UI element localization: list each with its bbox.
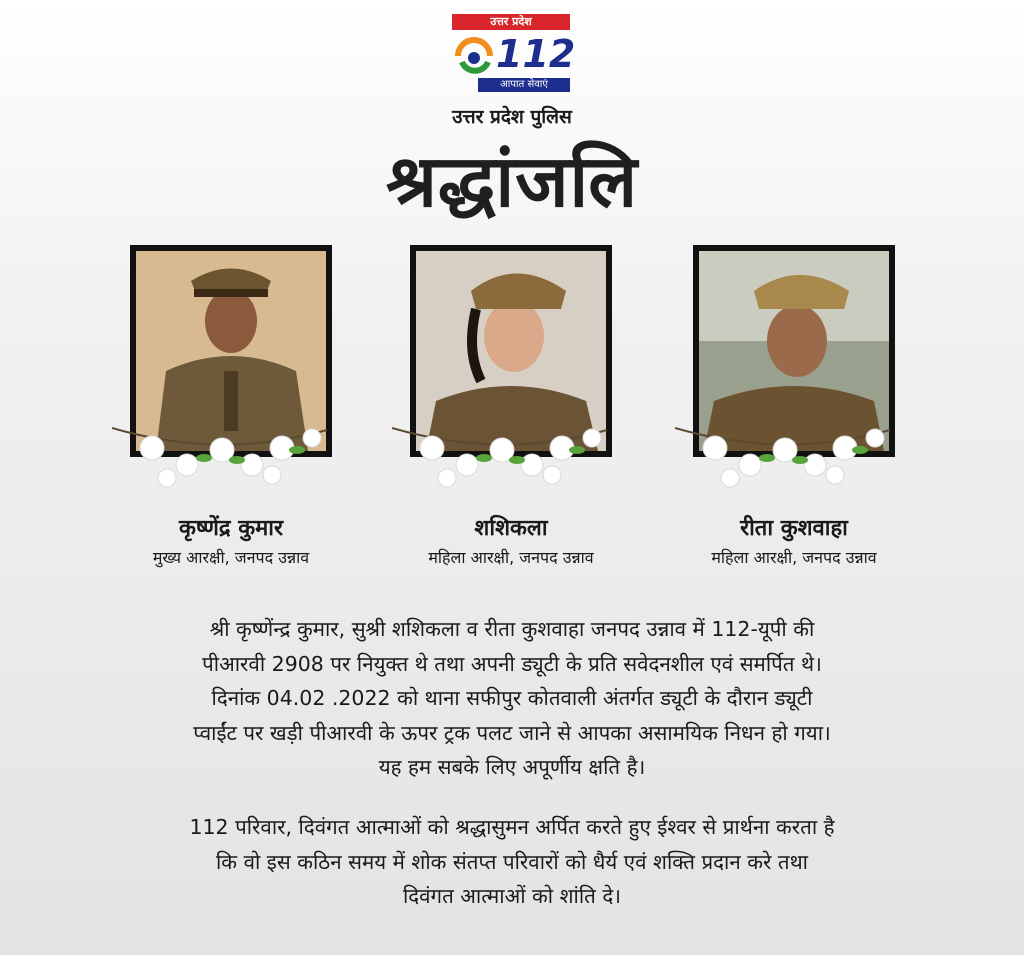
- logo-state-text: उत्तर प्रदेश: [452, 14, 570, 30]
- flower-garland-1: [112, 420, 332, 490]
- up112-logo: [452, 14, 576, 96]
- person-name-3: रीता कुशवाहा: [740, 516, 848, 541]
- flower-garland-3: [675, 420, 895, 490]
- prayer-line: कि वो इस कठिन समय में शोक संतप्त परिवारों को धैर्य एवं शक्ति प्रदान करे तथा: [216, 849, 808, 874]
- tribute-line: पीआरवी 2908 पर नियुक्त थे तथा अपनी ड्यूटी के प्रति सवेदनशील एवं समर्पित थे।: [202, 651, 822, 676]
- person-name-2: शशिकला: [474, 516, 548, 541]
- tribute-paragraph: [60, 612, 964, 785]
- logo-tagline: आपात सेवाएं: [478, 78, 570, 92]
- portrait-frame-1: [130, 245, 332, 457]
- person-role-1: मुख्य आरक्षी, जनपद उन्नाव: [152, 548, 310, 567]
- tribute-line: प्वाईंट पर खड़ी पीआरवी के ऊपर ट्रक पलट जाने से आपका असामयिक निधन हो गया।: [193, 720, 831, 745]
- logo-number: 112: [496, 32, 576, 76]
- prayer-paragraph: [60, 810, 964, 914]
- prayer-line: दिवंगत आत्माओं को शांति दे।: [402, 884, 622, 908]
- portrait-frame-3: [693, 245, 895, 457]
- page-title: श्रद्धांजलि: [385, 138, 639, 223]
- portrait-frame-2: [410, 245, 612, 457]
- department-label: उत्तर प्रदेश पुलिस: [452, 106, 572, 128]
- person-role-2: महिला आरक्षी, जनपद उन्नाव: [428, 548, 594, 567]
- person-name-1: कृष्णेंद्र कुमार: [179, 516, 283, 541]
- tribute-line: यह हम सबके लिए अपूर्णीय क्षति है।: [378, 755, 646, 779]
- tribute-line: दिनांक 04.02 .2022 को थाना सफीपुर कोतवाली अंतर्गत ड्यूटी के दौरान ड्यूटी: [211, 686, 813, 710]
- tribute-line: श्री कृष्णेंन्द्र कुमार, सुश्री शशिकला व रीता कुशवाहा जनपद उन्नाव में 112-यूपी की: [209, 617, 815, 641]
- person-role-3: महिला आरक्षी, जनपद उन्नाव: [711, 548, 877, 567]
- flower-garland-2: [392, 420, 612, 490]
- prayer-line: 112 परिवार, दिवंगत आत्माओं को श्रद्धासुमन अर्पित करते हुए ईश्वर से प्रार्थना करता है: [189, 815, 835, 839]
